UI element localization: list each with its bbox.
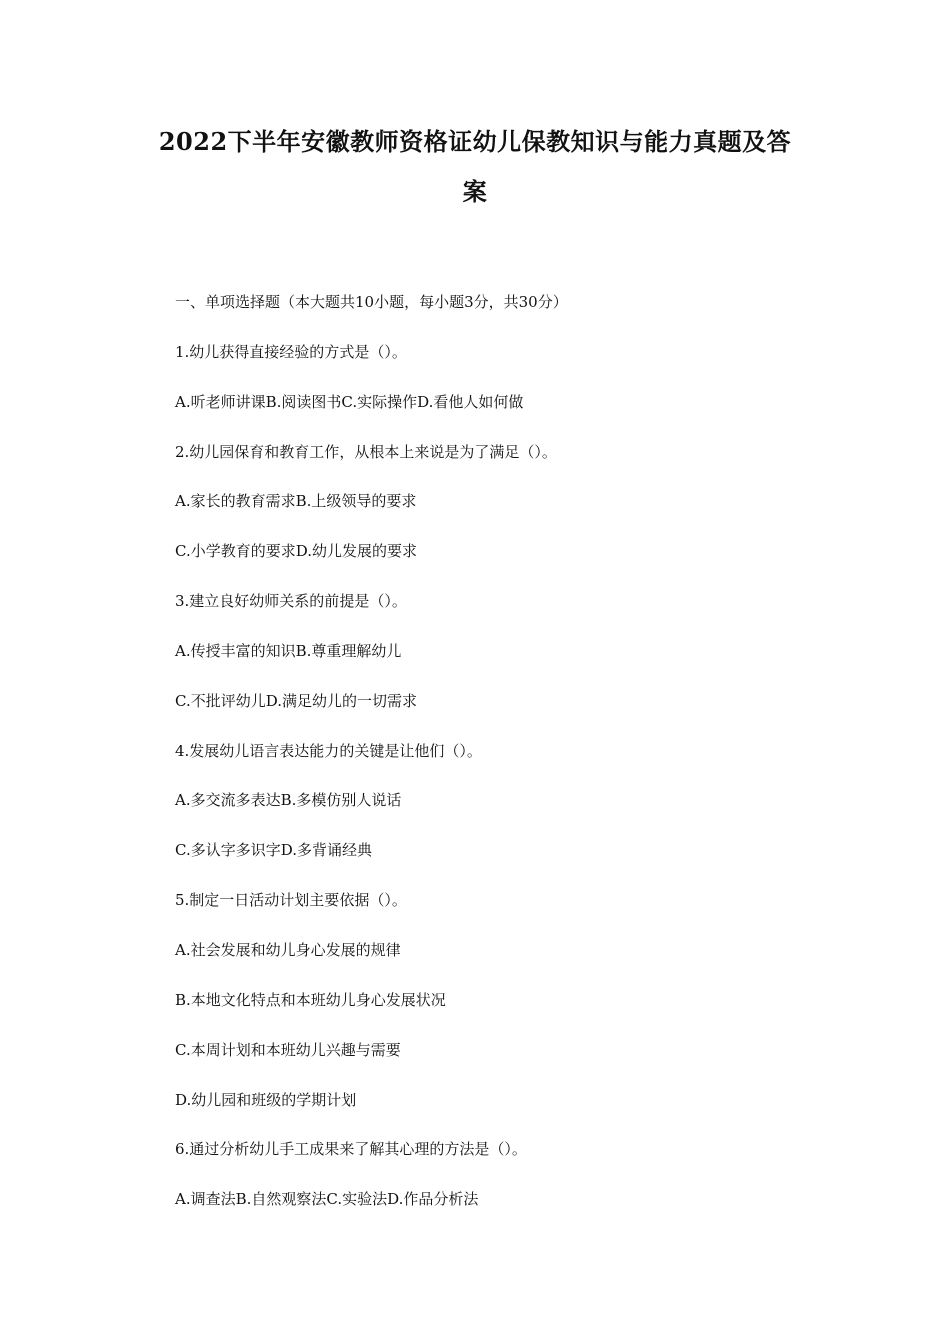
question-5: 5.制定一日活动计划主要依据（）。 (175, 891, 407, 910)
question-3-options-ab: A.传授丰富的知识B.尊重理解幼儿 (175, 641, 402, 660)
document-body (175, 292, 825, 1239)
question-2-options-ab: A.家长的教育需求B.上级领导的要求 (175, 492, 417, 511)
question-1: 1.幼儿获得直接经验的方式是（）。 (175, 342, 407, 361)
question-3: 3.建立良好幼师关系的前提是（）。 (175, 592, 407, 611)
question-1-options: A.听老师讲课B.阅读图书C.实际操作D.看他人如何做 (175, 392, 524, 411)
document-title-line-2: 案 (462, 177, 488, 206)
question-4: 4.发展幼儿语言表达能力的关键是让他们（）。 (175, 741, 482, 760)
question-5-option-d: D.幼儿园和班级的学期计划 (175, 1090, 357, 1109)
question-2-options-cd: C.小学教育的要求D.幼儿发展的要求 (175, 542, 417, 561)
question-4-options-cd: C.多认字多识字D.多背诵经典 (175, 841, 372, 860)
question-5-option-c: C.本周计划和本班幼儿兴趣与需要 (175, 1040, 401, 1059)
question-5-option-b: B.本地文化特点和本班幼儿身心发展状况 (175, 990, 446, 1009)
question-6-options: A.调查法B.自然观察法C.实验法D.作品分析法 (175, 1190, 479, 1209)
section-heading: 一、单项选择题（本大题共10小题，每小题3分，共30分） (175, 293, 568, 311)
document-title-line-1: 2022下半年安徽教师资格证幼儿保教知识与能力真题及答 (158, 127, 792, 156)
question-4-options-ab: A.多交流多表达B.多模仿别人说话 (175, 791, 402, 810)
question-2: 2.幼儿园保育和教育工作，从根本上来说是为了满足（）。 (175, 442, 557, 461)
question-5-option-a: A.社会发展和幼儿身心发展的规律 (175, 940, 401, 959)
question-6: 6.通过分析幼儿手工成果来了解其心理的方法是（）。 (175, 1140, 527, 1159)
question-3-options-cd: C.不批评幼儿D.满足幼儿的一切需求 (175, 691, 417, 710)
